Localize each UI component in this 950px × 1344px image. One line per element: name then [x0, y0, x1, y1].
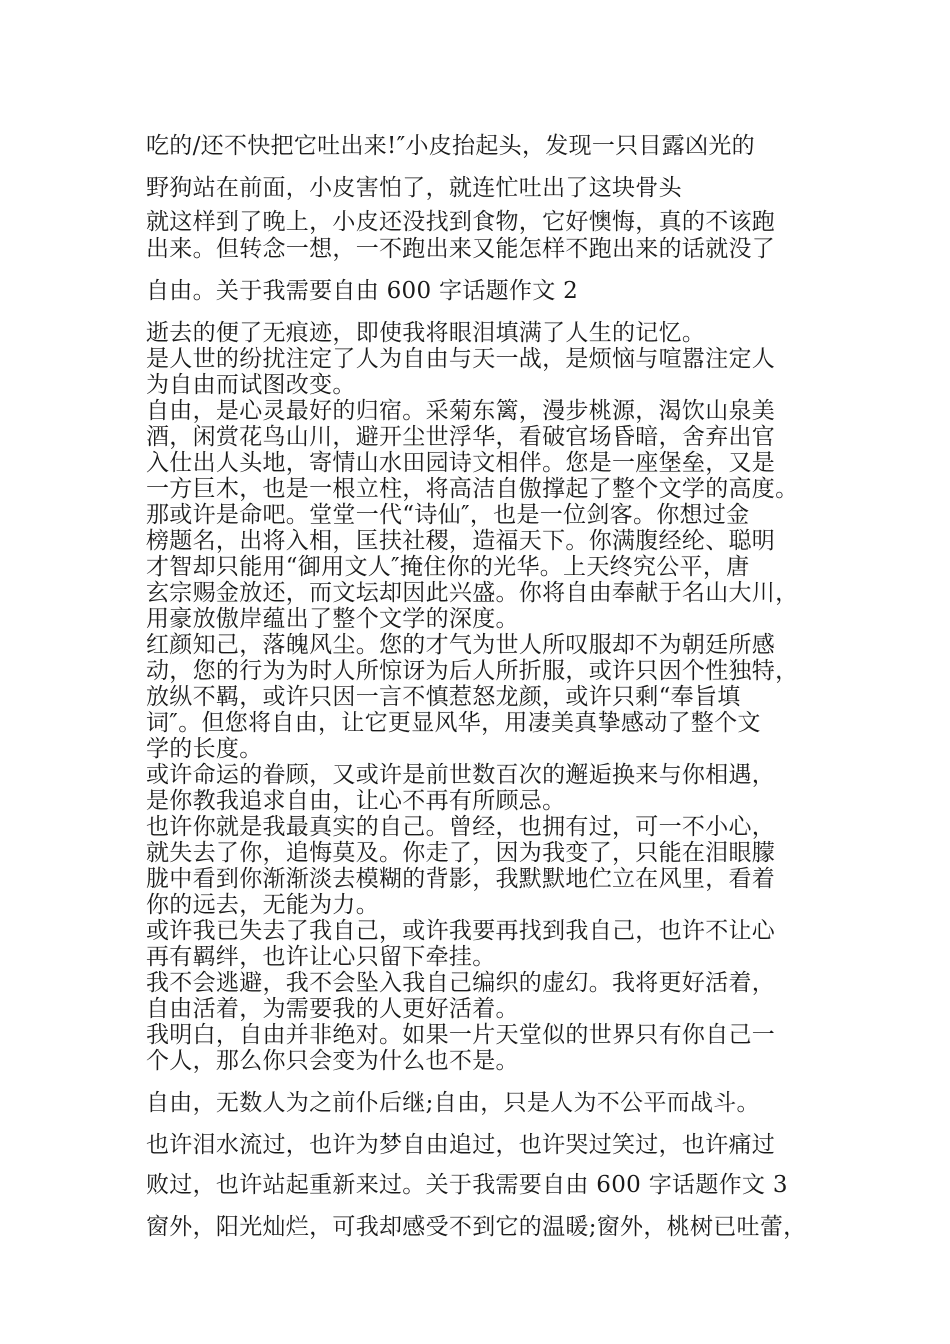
text-line: 窗外，阳光灿烂，可我却感受不到它的温暖;窗外，桃树已吐蕾，: [146, 1214, 807, 1240]
text-line: 野狗站在前面，小皮害怕了，就连忙吐出了这块骨头: [146, 175, 682, 201]
text-line: 或许命运的眷顾，又或许是前世数百次的邂逅换来与你相遇，: [146, 762, 776, 788]
text-line: 是人世的纷扰注定了人为自由与天一战，是烦恼与喧嚣注定人: [146, 346, 776, 372]
text-line: 就这样到了晚上，小皮还没找到食物，它好懊悔，真的不该跑: [146, 209, 776, 235]
text-line: 出来。但转念一想，一不跑出来又能怎样不跑出来的话就没了: [146, 236, 776, 262]
text-line: 吃的/还不快把它吐出来!″小皮抬起头，发现一只目露凶光的: [146, 133, 755, 159]
text-line: 玄宗赐金放还，而文坛却因此兴盛。你将自由奉献于名山大川，: [146, 580, 799, 606]
text-line: 学的长度。: [146, 736, 263, 762]
text-line: 那或许是命吧。堂堂一代“诗仙″，也是一位剑客。你想过金: [146, 502, 750, 528]
text-line: 逝去的便了无痕迹，即使我将眼泪填满了人生的记忆。: [146, 320, 706, 346]
text-line: 一方巨木，也是一根立柱，将高洁自傲撑起了整个文学的高度。: [146, 476, 799, 502]
text-line: 动，您的行为为时人所惊讶为后人所折服，或许只因个性独特，: [146, 658, 799, 684]
text-line: 我不会逃避，我不会坠入我自己编织的虚幻。我将更好活着，: [146, 970, 776, 996]
section-heading-3: 败过，也许站起重新来过。关于我需要自由 600 字话题作文 3: [146, 1172, 788, 1198]
text-line: 为自由而试图改变。: [146, 372, 356, 398]
section-heading-2: 自由。关于我需要自由 600 字话题作文 2: [146, 278, 579, 304]
text-line: 胧中看到你渐渐淡去模糊的背影，我默默地伫立在风里，看着: [146, 866, 776, 892]
document-body: [146, 133, 816, 1240]
text-line: 你的远去，无能为力。: [146, 892, 379, 918]
text-line: 酒，闲赏花鸟山川，避开尘世浮华，看破官场昏暗，舍弃出官: [146, 424, 776, 450]
text-line: 或许我已失去了我自己，或许我要再找到我自己，也许不让心: [146, 918, 776, 944]
text-line: 自由，是心灵最好的归宿。采菊东篱，漫步桃源，渴饮山泉美: [146, 398, 776, 424]
text-line: 放纵不羁，或许只因一言不慎惹怒龙颜，或许只剩“奉旨填: [146, 684, 741, 710]
text-line: 榜题名，出将入相，匡扶社稷，造福天下。你满腹经纶、聪明: [146, 528, 776, 554]
text-line: 也许泪水流过，也许为梦自由追过，也许哭过笑过，也许痛过: [146, 1132, 776, 1158]
text-line: 自由，无数人为之前仆后继;自由，只是人为不公平而战斗。: [146, 1090, 760, 1116]
text-line: 我明白，自由并非绝对。如果一片天堂似的世界只有你自己一: [146, 1022, 776, 1048]
text-line: 再有羁绊，也许让心只留下牵挂。: [146, 944, 496, 970]
text-line: 才智却只能用“御用文人″掩住你的光华。上天终究公平，唐: [146, 554, 750, 580]
text-line: 用豪放傲岸蕴出了整个文学的深度。: [146, 606, 519, 632]
text-line: 自由活着，为需要我的人更好活着。: [146, 996, 519, 1022]
text-line: 词″。但您将自由，让它更显风华，用凄美真挚感动了整个文: [146, 710, 761, 736]
text-line: 就失去了你，追悔莫及。你走了，因为我变了，只能在泪眼朦: [146, 840, 776, 866]
text-line: 红颜知己，落魄风尘。您的才气为世人所叹服却不为朝廷所感: [146, 632, 776, 658]
text-line: 入仕出人头地，寄情山水田园诗文相伴。您是一座堡垒，又是: [146, 450, 776, 476]
text-line: 也许你就是我最真实的自己。曾经，也拥有过，可一不小心，: [146, 814, 776, 840]
text-line: 个人，那么你只会变为什么也不是。: [146, 1048, 519, 1074]
text-line: 是你教我追求自由，让心不再有所顾忌。: [146, 788, 566, 814]
